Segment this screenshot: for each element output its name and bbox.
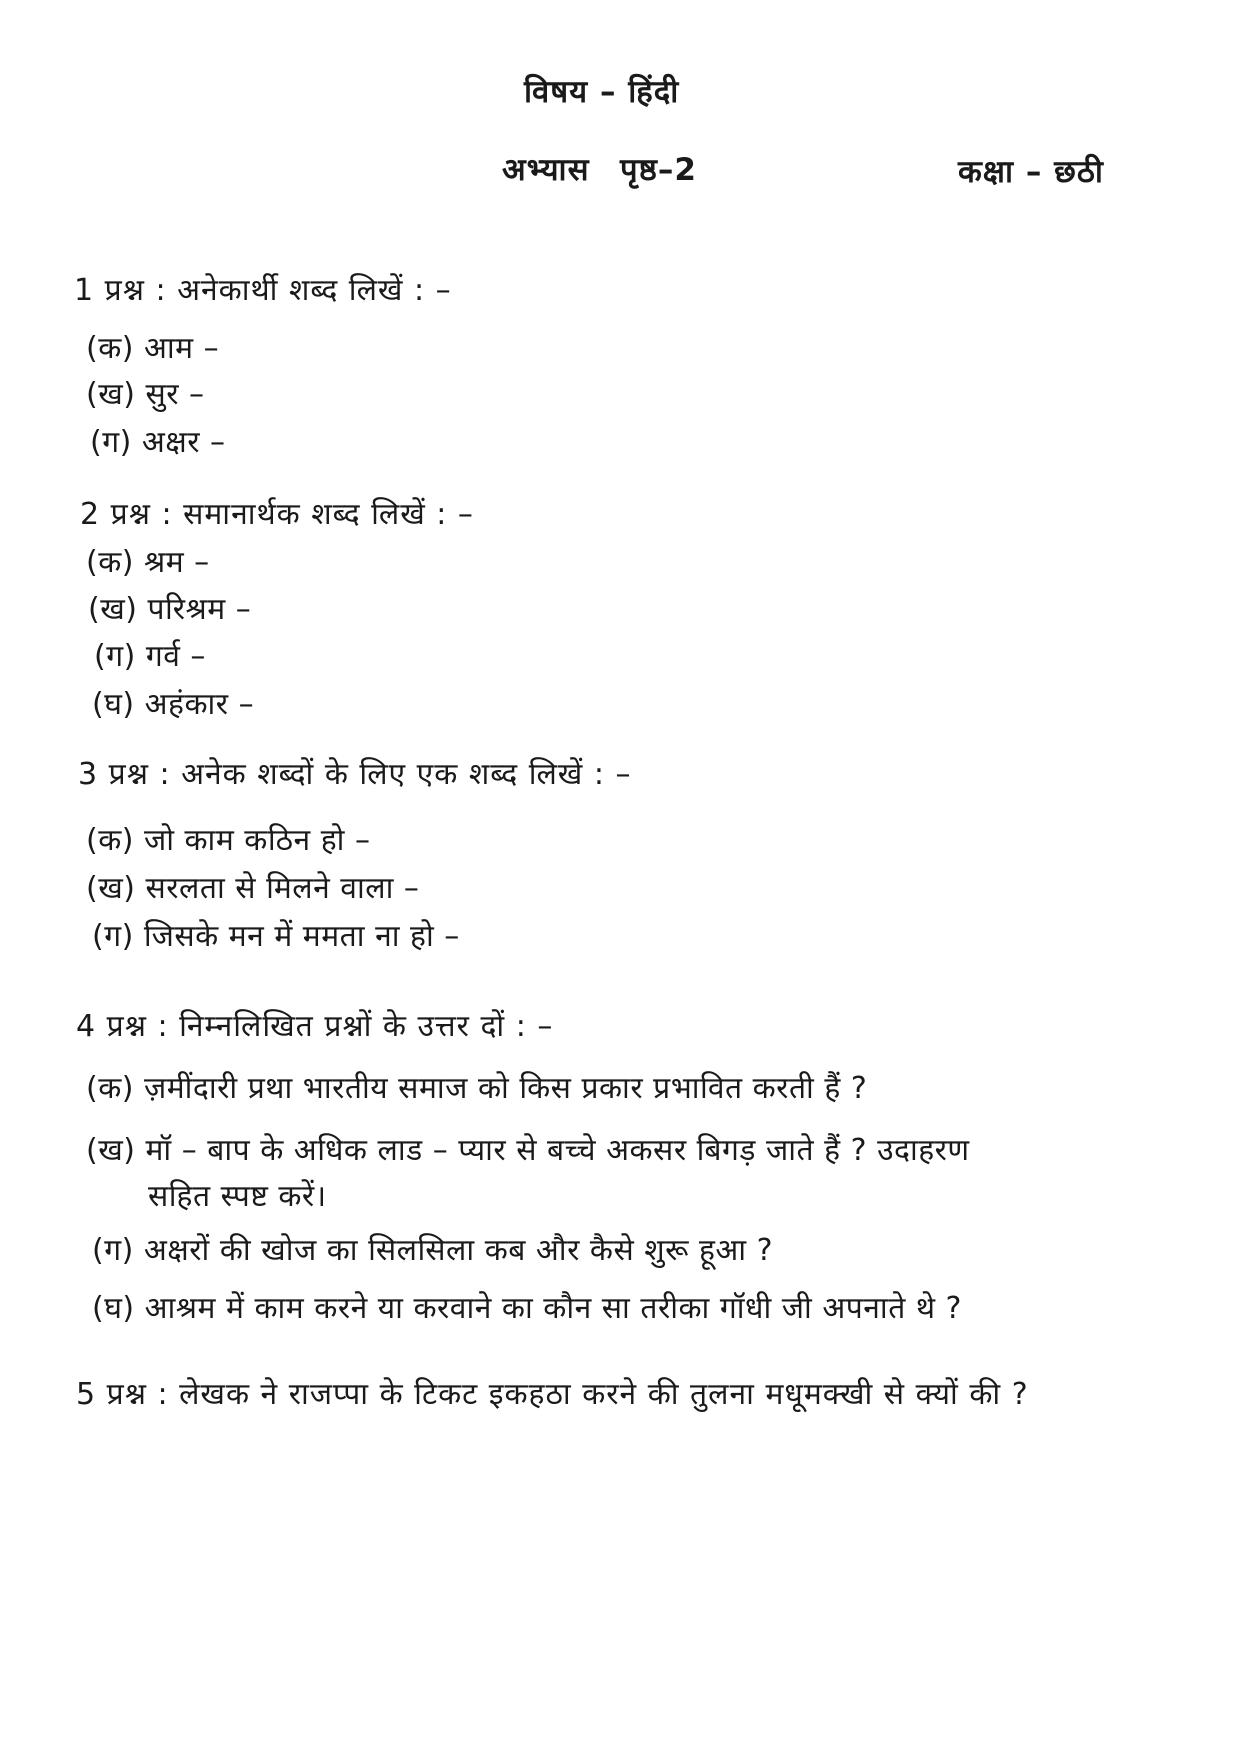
item-text: अहंकार – bbox=[144, 687, 255, 722]
class-label: कक्षा – छठी bbox=[958, 154, 1104, 190]
item-text: सुर – bbox=[145, 377, 205, 412]
question-3-item-ga bbox=[92, 914, 460, 955]
item-label: (क) bbox=[86, 545, 134, 580]
subject-title: विषय – हिंदी bbox=[524, 74, 680, 110]
item-label: (क) bbox=[86, 823, 134, 858]
item-label: (ख) bbox=[88, 592, 138, 627]
practice-page: पृष्ठ–2 bbox=[620, 152, 697, 188]
item-label: (ख) bbox=[86, 377, 136, 412]
question-3-item-kha bbox=[86, 866, 419, 907]
question-4-item-kha bbox=[86, 1128, 970, 1169]
question-4-heading: 4 प्रश्न : निम्नलिखित प्रश्नों के उत्तर दों : – bbox=[76, 1009, 554, 1044]
practice-label: अभ्यास bbox=[502, 152, 590, 188]
item-label: (ख) bbox=[86, 1133, 136, 1168]
question-3-heading: 3 प्रश्न : अनेक शब्दों के लिए एक शब्द लिखें : – bbox=[78, 757, 632, 792]
item-text: जिसके मन में ममता ना हो – bbox=[143, 919, 460, 954]
item-label: (क) bbox=[86, 331, 134, 366]
item-text: जो काम कठिन हो – bbox=[143, 823, 371, 858]
item-text: ज़मींदारी प्रथा भारतीय समाज को किस प्रकार प्रभावित करती हैं ? bbox=[143, 1071, 868, 1106]
item-label: (ख) bbox=[86, 871, 136, 906]
item-text: श्रम – bbox=[143, 545, 210, 580]
question-1-item-ga bbox=[90, 420, 226, 461]
item-text: आश्रम में काम करने या करवाने का कौन सा तरीका गॉधी जी अपनाते थे ? bbox=[144, 1291, 962, 1326]
item-label: (ग) bbox=[92, 919, 134, 954]
item-label: (ग) bbox=[92, 1233, 134, 1268]
item-text: अक्षर – bbox=[141, 425, 226, 460]
item-text: गर्व – bbox=[145, 639, 206, 674]
item-label: (घ) bbox=[92, 687, 135, 722]
question-1-item-kha bbox=[86, 372, 205, 413]
item-label: (घ) bbox=[92, 1291, 135, 1326]
item-label: (ग) bbox=[90, 425, 132, 460]
item-label: (क) bbox=[86, 1071, 134, 1106]
question-3-item-ka bbox=[86, 818, 370, 859]
question-4-item-ka bbox=[86, 1066, 867, 1107]
question-4-item-kha-continued: सहित स्पष्ट करें। bbox=[148, 1179, 327, 1214]
question-4-item-ga bbox=[92, 1228, 773, 1269]
question-1-item-ka bbox=[86, 326, 219, 367]
question-2-item-ka bbox=[86, 540, 210, 581]
question-2-item-ga bbox=[94, 634, 206, 675]
item-text: अक्षरों की खोज का सिलसिला कब और कैसे शुरू हूआ ? bbox=[143, 1233, 774, 1268]
item-text: आम – bbox=[143, 331, 220, 366]
item-text: परिश्रम – bbox=[147, 592, 252, 627]
item-text: मॉ – बाप के अधिक लाड – प्यार से बच्चे अकसर बिगड़ जाते हैं ? उदाहरण bbox=[145, 1133, 970, 1168]
item-label: (ग) bbox=[94, 639, 136, 674]
question-4-item-gha bbox=[92, 1286, 962, 1327]
question-2-item-gha bbox=[92, 682, 254, 723]
question-2-item-kha bbox=[88, 587, 251, 628]
question-5-heading: 5 प्रश्न : लेखक ने राजप्पा के टिकट इकहठा करने की तुलना मधूमक्खी से क्यों की ? bbox=[76, 1377, 1029, 1412]
question-1-heading: 1 प्रश्न : अनेकार्थी शब्द लिखें : – bbox=[74, 273, 452, 308]
item-text: सरलता से मिलने वाला – bbox=[145, 871, 420, 906]
question-2-heading: 2 प्रश्न : समानार्थक शब्द लिखें : – bbox=[80, 497, 474, 532]
